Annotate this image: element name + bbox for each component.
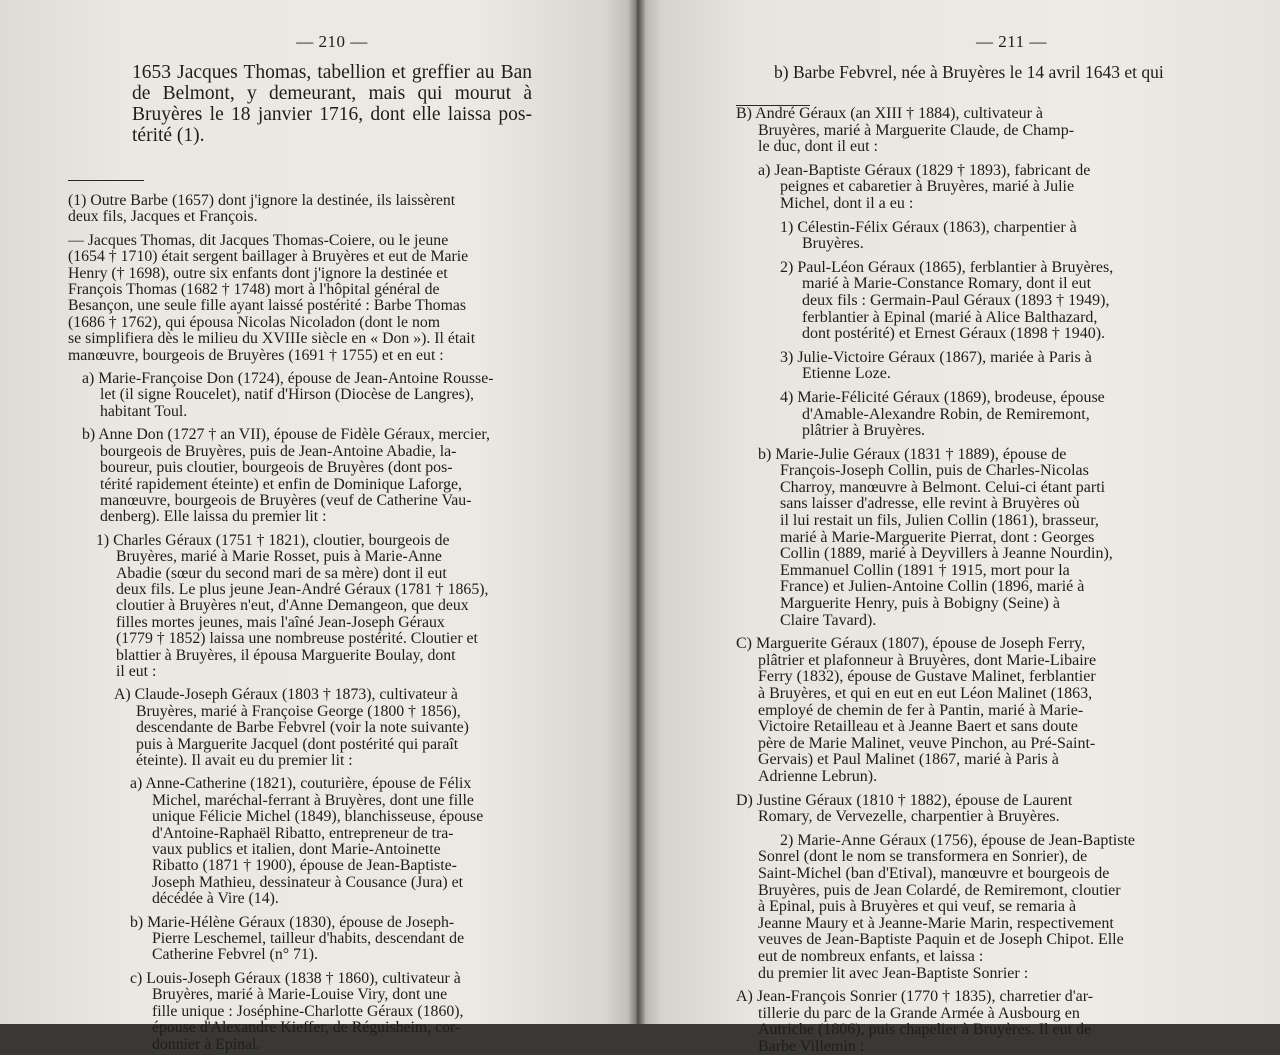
right-lead-line: b) Barbe Febvrel, née à Bruyères le 14 avril 1643 et qui (774, 62, 1164, 82)
text-line: Ribatto (1871 † 1900), épouse de Jean-Baptiste- (152, 857, 457, 875)
genealogy-entry (68, 776, 596, 907)
text-line: térité rapidement éteinte) et enfin de Dominique Laforge, (100, 475, 463, 493)
text-line: 4) Marie-Félicité Géraux (1869), brodeuse, épouse (780, 388, 1105, 406)
text-line: Gervais) et Paul Malinet (1867, marié à Paris à (758, 751, 1059, 769)
text-line: Ferry (1832), épouse de Gustave Malinet, ferblantier (758, 668, 1096, 686)
text-line: tillerie du parc de la Grande Armée à Ausbourg en (758, 1004, 1080, 1022)
text-line: 1) Célestin-Félix Géraux (1863), charpentier à (780, 218, 1077, 236)
text-line: denberg). Elle laissa du premier lit : (100, 508, 327, 526)
text-line: marié à Marie-Constance Romary, dont il eut (802, 275, 1092, 293)
text-line: deux fils. Le plus jeune Jean-André Géraux (1781 † 1865), (116, 580, 489, 598)
text-line: bourgeois de Bruyères, puis de Jean-Antoine Abadie, la- (100, 442, 457, 460)
text-line: Catherine Febvrel (n° 71). (152, 946, 318, 964)
text-line: épouse d'Alexandre Kieffer, de Réguisheim, cor- (152, 1019, 461, 1037)
text-line: Claire Tavard). (780, 611, 877, 629)
text-line: 2) Marie-Anne Géraux (1756), épouse de Jean-Baptiste (780, 831, 1135, 849)
lead-line: 1653 Jacques Thomas, tabellion et greffier au Ban (132, 62, 532, 83)
text-line: employé de chemin de fer à Pantin, marié à Marie- (758, 701, 1084, 719)
genealogy-entry (736, 791, 1244, 826)
text-line: François-Joseph Collin, puis de Charles-Nicolas (780, 462, 1089, 480)
text-line: Joseph Mathieu, dessinateur à Cousance (Jura) et (152, 873, 464, 891)
text-line: A) Claude-Joseph Géraux (1803 † 1873), cultivateur à (114, 686, 458, 704)
genealogy-entry (68, 533, 596, 681)
text-line: à Epinal, puis à Bruyères et qui veuf, se remaria à (758, 898, 1077, 916)
text-line: décédée à Vire (14). (152, 890, 279, 908)
text-line: Saint-Michel (ban d'Etival), manœuvre et bourgeois de (758, 864, 1110, 882)
text-line: plâtrier à Bruyères. (802, 422, 926, 440)
text-line: Victoire Retailleau et à Jeanne Baert et sans doute (758, 718, 1078, 736)
text-line: le duc, dont il eut : (758, 138, 878, 156)
text-line: il lui restait un fils, Julien Collin (1861), brasseur, (780, 512, 1099, 530)
text-line: dont postérité) et Ernest Géraux (1898 † 1940). (802, 325, 1106, 343)
lead-line: Bruyères le 18 janvier 1716, dont elle laissa pos- (132, 104, 532, 125)
text-line: Abadie (sœur du second mari de sa mère) dont il eut (116, 564, 447, 582)
text-line: à Bruyères, et qui en eut en eut Léon Malinet (1863, (758, 685, 1093, 702)
text-line: habitant Toul. (100, 402, 188, 420)
text-line: Bruyères, marié à Marie Rosset, puis à Marie-Anne (116, 548, 442, 566)
genealogy-entry (758, 220, 1244, 253)
text-line: plâtrier et plafonneur à Bruyères, dont Marie-Libaire (758, 651, 1097, 669)
page-number-right: — 211 — (976, 32, 1047, 51)
genealogy-entry (758, 350, 1244, 383)
genealogy-entry (68, 971, 596, 1053)
text-line: 1) Charles Géraux (1751 † 1821), cloutier, bourgeois de (96, 531, 450, 549)
text-line: descendante de Barbe Febvrel (voir la note suivante) (136, 719, 469, 737)
text-line: Adrienne Lebrun). (758, 767, 878, 785)
text-line: Autriche (1806), puis chapelier à Bruyères. Il eut de (758, 1021, 1092, 1039)
page-number-left: — 210 — (296, 32, 368, 51)
text-line: France) et Julien-Antoine Collin (1896, marié à (780, 578, 1085, 596)
text-line: B) André Géraux (an XIII † 1884), cultivateur à (736, 105, 1043, 122)
text-line: (1686 † 1762), qui épousa Nicolas Nicoladon (dont le nom (68, 313, 441, 331)
text-line: Collin (1889, marié à Deyvillers à Jeanne Nourdin), (780, 545, 1113, 563)
text-line: Michel, maréchal-ferrant à Bruyères, dont une fille (152, 791, 474, 809)
text-line: Jeanne Maury et à Jeanne-Marie Marin, respectivement (758, 914, 1114, 932)
right-page (636, 0, 1280, 1055)
genealogy-entry (736, 105, 1244, 156)
text-line: boureur, puis cloutier, bourgeois de Bruyères (dont pos- (100, 459, 453, 477)
genealogy-entry (758, 163, 1244, 213)
text-line: sans laisser d'adresse, elle revint à Bruyères où (780, 495, 1080, 513)
text-line: blattier à Bruyères, il épousa Marguerite Boulay, dont (116, 646, 456, 664)
left-footnote (68, 193, 596, 1053)
text-line: b) Marie-Julie Géraux (1831 † 1889), épouse de (758, 445, 1067, 463)
text-line: Bruyères. (802, 235, 864, 253)
text-line: Besançon, une seule fille ayant laissé postérité : Barbe Thomas (68, 297, 467, 315)
text-line: d'Amable-Alexandre Robin, de Remiremont, (802, 405, 1090, 423)
text-line: eut de nombreux enfants, et laissa : (758, 947, 984, 965)
text-line: manœuvre, bourgeois de Bruyères (veuf de Catherine Vau- (100, 491, 472, 509)
text-line: ferblantier à Epinal (marié à Alice Balthazard, (802, 308, 1098, 326)
text-line: du premier lit avec Jean-Baptiste Sonrier : (758, 964, 1029, 982)
genealogy-entry (68, 915, 596, 964)
text-line: filles mortes jeunes, mais l'aîné Jean-Joseph Géraux (116, 613, 445, 631)
text-line: manœuvre, bourgeois de Bruyères (1691 † 1755) et en eut : (68, 346, 444, 364)
text-line: vaux publics et italien, dont Marie-Antoinette (152, 841, 441, 859)
right-footnote (736, 105, 1244, 1055)
genealogy-entry (68, 193, 596, 226)
text-line: b) Anne Don (1727 † an VII), épouse de Fidèle Géraux, mercier, (82, 426, 490, 444)
text-line: Charroy, manœuvre à Belmont. Celui-ci étant parti (780, 478, 1106, 496)
genealogy-entry (758, 447, 1244, 630)
text-line: se simplifiera dès le milieu du XVIIIe siècle en « Don »). Il était (68, 330, 476, 348)
text-line: Sonrel (dont le nom se transformera en Sonrier), de (758, 848, 1088, 866)
text-line: 2) Paul-Léon Géraux (1865), ferblantier à Bruyères, (780, 258, 1114, 276)
text-line: deux fils, Jacques et François. (68, 208, 258, 226)
genealogy-entry (68, 687, 596, 769)
genealogy-entry (68, 233, 596, 364)
text-line: donnier à Epinal. (152, 1035, 261, 1053)
genealogy-entry (758, 260, 1244, 343)
text-line: Marguerite Henry, puis à Bobigny (Seine) à (780, 595, 1060, 613)
text-line: Bruyères, marié à Marie-Louise Viry, dont une (152, 986, 448, 1004)
text-line: a) Marie-Françoise Don (1724), épouse de Jean-Antoine Rousse- (82, 370, 494, 388)
text-line: Etienne Loze. (802, 365, 891, 383)
text-line: b) Marie-Hélène Géraux (1830), épouse de Joseph- (130, 913, 455, 931)
text-line: éteinte). Il avait eu du premier lit : (136, 752, 353, 769)
text-line: deux fils : Germain-Paul Géraux (1893 † 1949), (802, 291, 1110, 309)
text-line: A) Jean-François Sonrier (1770 † 1835), charretier d'ar- (736, 988, 1094, 1006)
footnote-rule-left (68, 180, 144, 181)
genealogy-entry (68, 371, 596, 420)
text-line: Bruyères, marié à Françoise George (1800 † 1856), (136, 702, 461, 720)
text-line: unique Félicie Michel (1849), blanchisseuse, épouse (152, 808, 484, 826)
text-line: marié à Marie-Marguerite Pierrat, dont : Georges (780, 528, 1095, 546)
text-line: peignes et cabaretier à Bruyères, marié à Julie (780, 178, 1075, 196)
text-line: Romary, de Vervezelle, charpentier à Bruyères. (758, 808, 1060, 826)
text-line: let (il signe Roucelet), natif d'Hirson (Diocèse de Langres), (100, 386, 474, 404)
text-line: fille unique : Joséphine-Charlotte Géraux (1860), (152, 1002, 464, 1020)
genealogy-entry (758, 833, 1244, 982)
text-line: a) Anne-Catherine (1821), couturière, épouse de Félix (130, 775, 472, 793)
text-line: Henry († 1698), outre six enfants dont j'ignore la destinée et (68, 264, 448, 282)
text-line: Emmanuel Collin (1891 † 1915, mort pour la (780, 561, 1070, 579)
text-line: (1) Outre Barbe (1657) dont j'ignore la destinée, ils laissèrent (68, 192, 456, 209)
text-line: François Thomas (1682 † 1748) mort à l'hôpital général de (68, 281, 440, 299)
text-line: Bruyères, puis de Jean Colardé, de Remiremont, cloutier (758, 881, 1121, 899)
text-line: Bruyères, marié à Marguerite Claude, de Champ- (758, 121, 1075, 139)
text-line: 3) Julie-Victoire Géraux (1867), mariée à Paris à (780, 348, 1092, 366)
lead-line: de Belmont, y demeurant, mais qui mourut à (132, 83, 532, 104)
lead-line: térité (1). (132, 125, 205, 146)
text-line: (1654 † 1710) était sergent baillager à Bruyères et eut de Marie (68, 248, 469, 266)
text-line: — Jacques Thomas, dit Jacques Thomas-Coiere, ou le jeune (68, 231, 449, 249)
text-line: Pierre Leschemel, tailleur d'habits, descendant de (152, 930, 465, 948)
genealogy-entry (68, 427, 596, 525)
genealogy-entry (736, 988, 1244, 1055)
text-line: (1779 † 1852) laissa une nombreuse postérité. Cloutier et (116, 630, 478, 648)
text-line: puis à Marguerite Jacquel (dont postérité qui paraît (136, 735, 459, 753)
text-line: a) Jean-Baptiste Géraux (1829 † 1893), fabricant de (758, 161, 1091, 179)
text-line: Barbe Villemin : (758, 1037, 865, 1055)
text-line: d'Antoine-Raphaël Ribatto, entrepreneur de tra- (152, 824, 454, 842)
text-line: cloutier à Bruyères n'eut, d'Anne Demangeon, que deux (116, 597, 469, 615)
text-line: Michel, dont il a eu : (780, 194, 914, 212)
genealogy-entry (758, 390, 1244, 440)
text-line: c) Louis-Joseph Géraux (1838 † 1860), cultivateur à (130, 969, 461, 987)
text-line: père de Marie Malinet, veuve Pinchon, au Pré-Saint- (758, 734, 1096, 752)
left-lead-paragraph (132, 62, 532, 146)
text-line: il eut : (116, 662, 157, 680)
text-line: D) Justine Géraux (1810 † 1882), épouse de Laurent (736, 791, 1073, 809)
text-line: C) Marguerite Géraux (1807), épouse de Joseph Ferry, (736, 635, 1086, 653)
text-line: veuves de Jean-Baptiste Paquin et de Joseph Chipot. Elle (758, 931, 1124, 949)
left-page (0, 0, 636, 1053)
genealogy-entry (736, 635, 1244, 785)
